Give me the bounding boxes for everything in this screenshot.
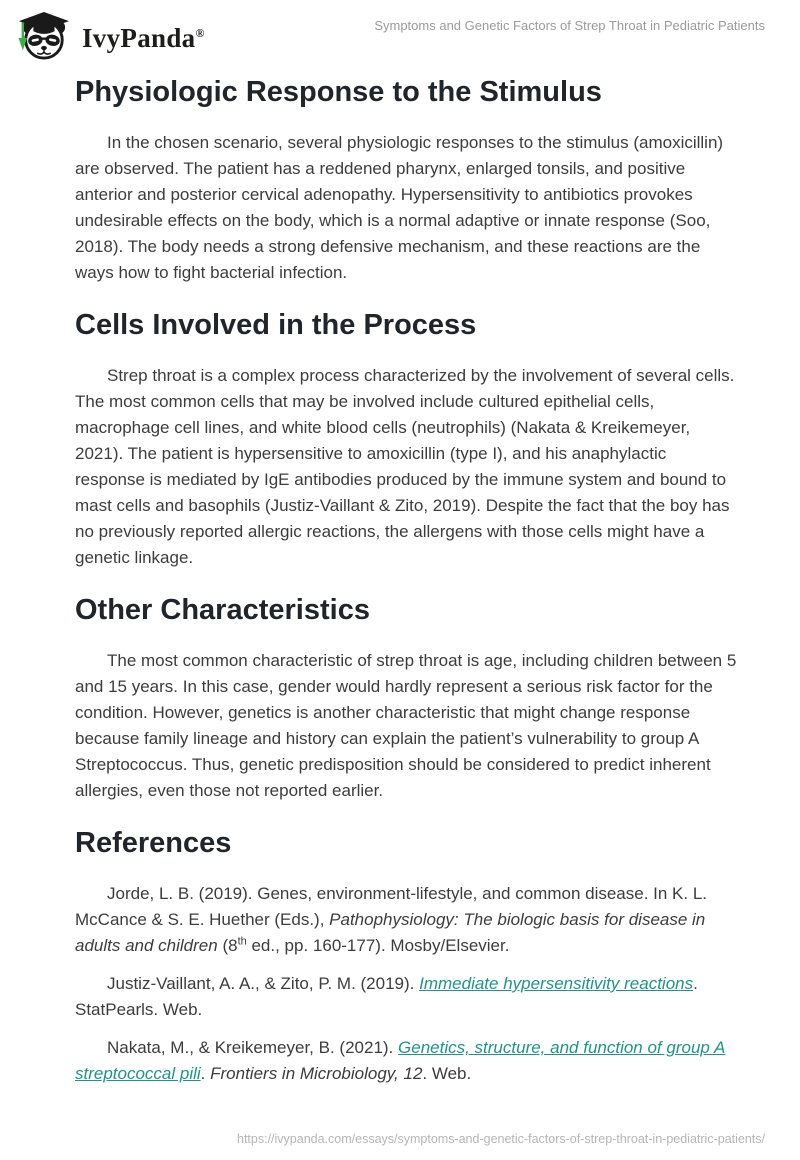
text-run: .	[200, 1064, 211, 1083]
document-title: Symptoms and Genetic Factors of Strep Throat in Pediatric Patients	[374, 18, 765, 33]
registered-trademark: ®	[195, 26, 205, 40]
text-run: . StatPearls. Web.	[75, 974, 698, 1019]
section-heading: References	[75, 827, 232, 859]
reference-entry	[75, 881, 740, 959]
reference-link[interactable]: Genetics, structure, and function of group A streptococcal pili	[75, 1038, 726, 1083]
page-footer	[237, 1132, 765, 1146]
text-run: In the chosen scenario, several physiologic responses to the stimulus (amoxicillin) are observed. The patient has a reddened pharynx, enlarged tonsils, and positive anterior and posterior cervical adenopathy. Hypersensitivity to antibiotics provokes undesirable effects on the body, which is a normal adaptive or innate response (Soo, 2018). The body needs a strong defensive mechanism, and these reactions are the ways how to fight bacterial infection.	[75, 133, 724, 282]
section-heading: Other Characteristics	[75, 594, 370, 626]
text-run: Justiz-Vaillant, A. A., & Zito, P. M. (2019).	[107, 974, 420, 993]
text-run: The most common characteristic of strep throat is age, including children between 5 and 15 years. In this case, gender would hardly represent a serious risk factor for the condition. However, genetics is another characteristic that might change response because family lineage and history can explain the patient’s vulnerability to group A Streptococcus. Thus, genetic predisposition should be considered to predict inherent allergies, even those not reported earlier.	[75, 651, 737, 800]
text-run: Jorde, L. B. (2019). Genes, environment-lifestyle, and common disease. In K. L. McCance & S. E. Huether (Eds.),	[75, 884, 708, 929]
brand-name: IvyPanda®	[82, 23, 205, 53]
paragraph	[75, 648, 740, 804]
paragraph	[75, 363, 740, 571]
reference-entry	[75, 971, 740, 1023]
reference-entry	[75, 1035, 740, 1087]
text-run: . Web.	[422, 1064, 472, 1083]
text-run: Strep throat is a complex process characterized by the involvement of several cells. The most common cells that may be involved include cultured epithelial cells, macrophage cell lines, and white blood cells (neutrophils) (Nakata & Kreikemeyer, 2021). The patient is hypersensitive to amoxicillin (type I), and his anaphylactic response is mediated by IgE antibodies produced by the immune system and bound to mast cells and basophils (Justiz-Vaillant & Zito, 2019). Despite the fact that the boy has no previously reported allergic reactions, the allergens with those cells might have a genetic linkage.	[75, 366, 735, 567]
text-run: Frontiers in Microbiology, 12	[210, 1064, 423, 1083]
section-heading: Physiologic Response to the Stimulus	[75, 76, 602, 108]
text-run: Nakata, M., & Kreikemeyer, B. (2021).	[107, 1038, 399, 1057]
source-url: https://ivypanda.com/essays/symptoms-and-genetic-factors-of-strep-throat-in-pediatric-patients/	[237, 1132, 765, 1146]
reference-link[interactable]: Immediate hypersensitivity reactions	[419, 974, 694, 993]
document-content	[0, 76, 800, 1087]
section-heading: Cells Involved in the Process	[75, 309, 477, 341]
text-run: Pathophysiology: The biologic basis for disease in adults and children	[75, 910, 706, 955]
text-run: ed., pp. 160-177). Mosby/Elsevier.	[246, 936, 510, 955]
paragraph	[75, 130, 740, 286]
text-run: th	[237, 935, 247, 948]
page-header	[0, 0, 800, 60]
text-run: (8	[217, 936, 238, 955]
panda-graduation-cap-icon	[14, 11, 72, 61]
brand[interactable]	[14, 8, 205, 63]
